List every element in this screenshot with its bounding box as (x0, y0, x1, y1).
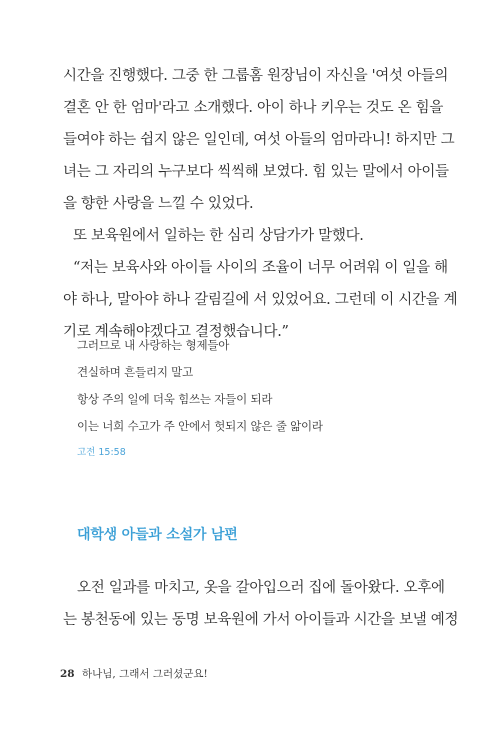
page-number: 28 (60, 668, 75, 680)
body-text-line: 또 보육원에서 일하는 한 심리 상담가가 말했다. (73, 228, 364, 244)
verse-reference: 고전 15:58 (77, 447, 126, 458)
quote-text-line: “저는 보육사와 아이들 사이의 조율이 너무 어려워 이 일을 해 (73, 260, 448, 276)
verse-line: 그러므로 내 사랑하는 형제들아 (77, 338, 230, 352)
section-heading: 대학생 아들과 소설가 남편 (77, 527, 238, 543)
page-footer (60, 666, 208, 681)
body-text-line: 는 봉천동에 있는 동명 보육원에 가서 아이들과 시간을 보낼 예정 (63, 612, 459, 628)
body-text-line: 들여야 하는 쉽지 않은 일인데, 여섯 아들의 엄마라니! 하지만 그 (63, 132, 455, 148)
quote-text-line: 기로 계속해야겠다고 결정했습니다.” (63, 324, 289, 340)
body-text-line: 오전 일과를 마치고, 옷을 갈아입으러 집에 돌아왔다. 오후에 (77, 580, 445, 596)
running-title: 하나님, 그래서 그러셨군요! (81, 668, 208, 680)
quote-text-line: 야 하나, 말아야 하나 갈림길에 서 있었어요. 그런데 이 시간을 계 (63, 292, 458, 308)
body-text-line: 시간을 진행했다. 그중 한 그룹홈 원장님이 자신을 '여섯 아들의 (63, 68, 449, 84)
body-text-line: 녀는 그 자리의 누구보다 씩씩해 보였다. 힘 있는 말에서 아이들 (63, 164, 449, 180)
verse-line: 이는 너희 수고가 주 안에서 헛되지 않은 줄 앎이라 (77, 419, 323, 433)
verse-line: 견실하며 흔들리지 말고 (77, 365, 193, 379)
verse-line: 항상 주의 일에 더욱 힘쓰는 자들이 되라 (77, 392, 273, 406)
body-text-line: 을 향한 사랑을 느낄 수 있었다. (63, 196, 254, 212)
body-text-line: 결혼 안 한 엄마'라고 소개했다. 아이 하나 키우는 것도 온 힘을 (63, 100, 444, 116)
